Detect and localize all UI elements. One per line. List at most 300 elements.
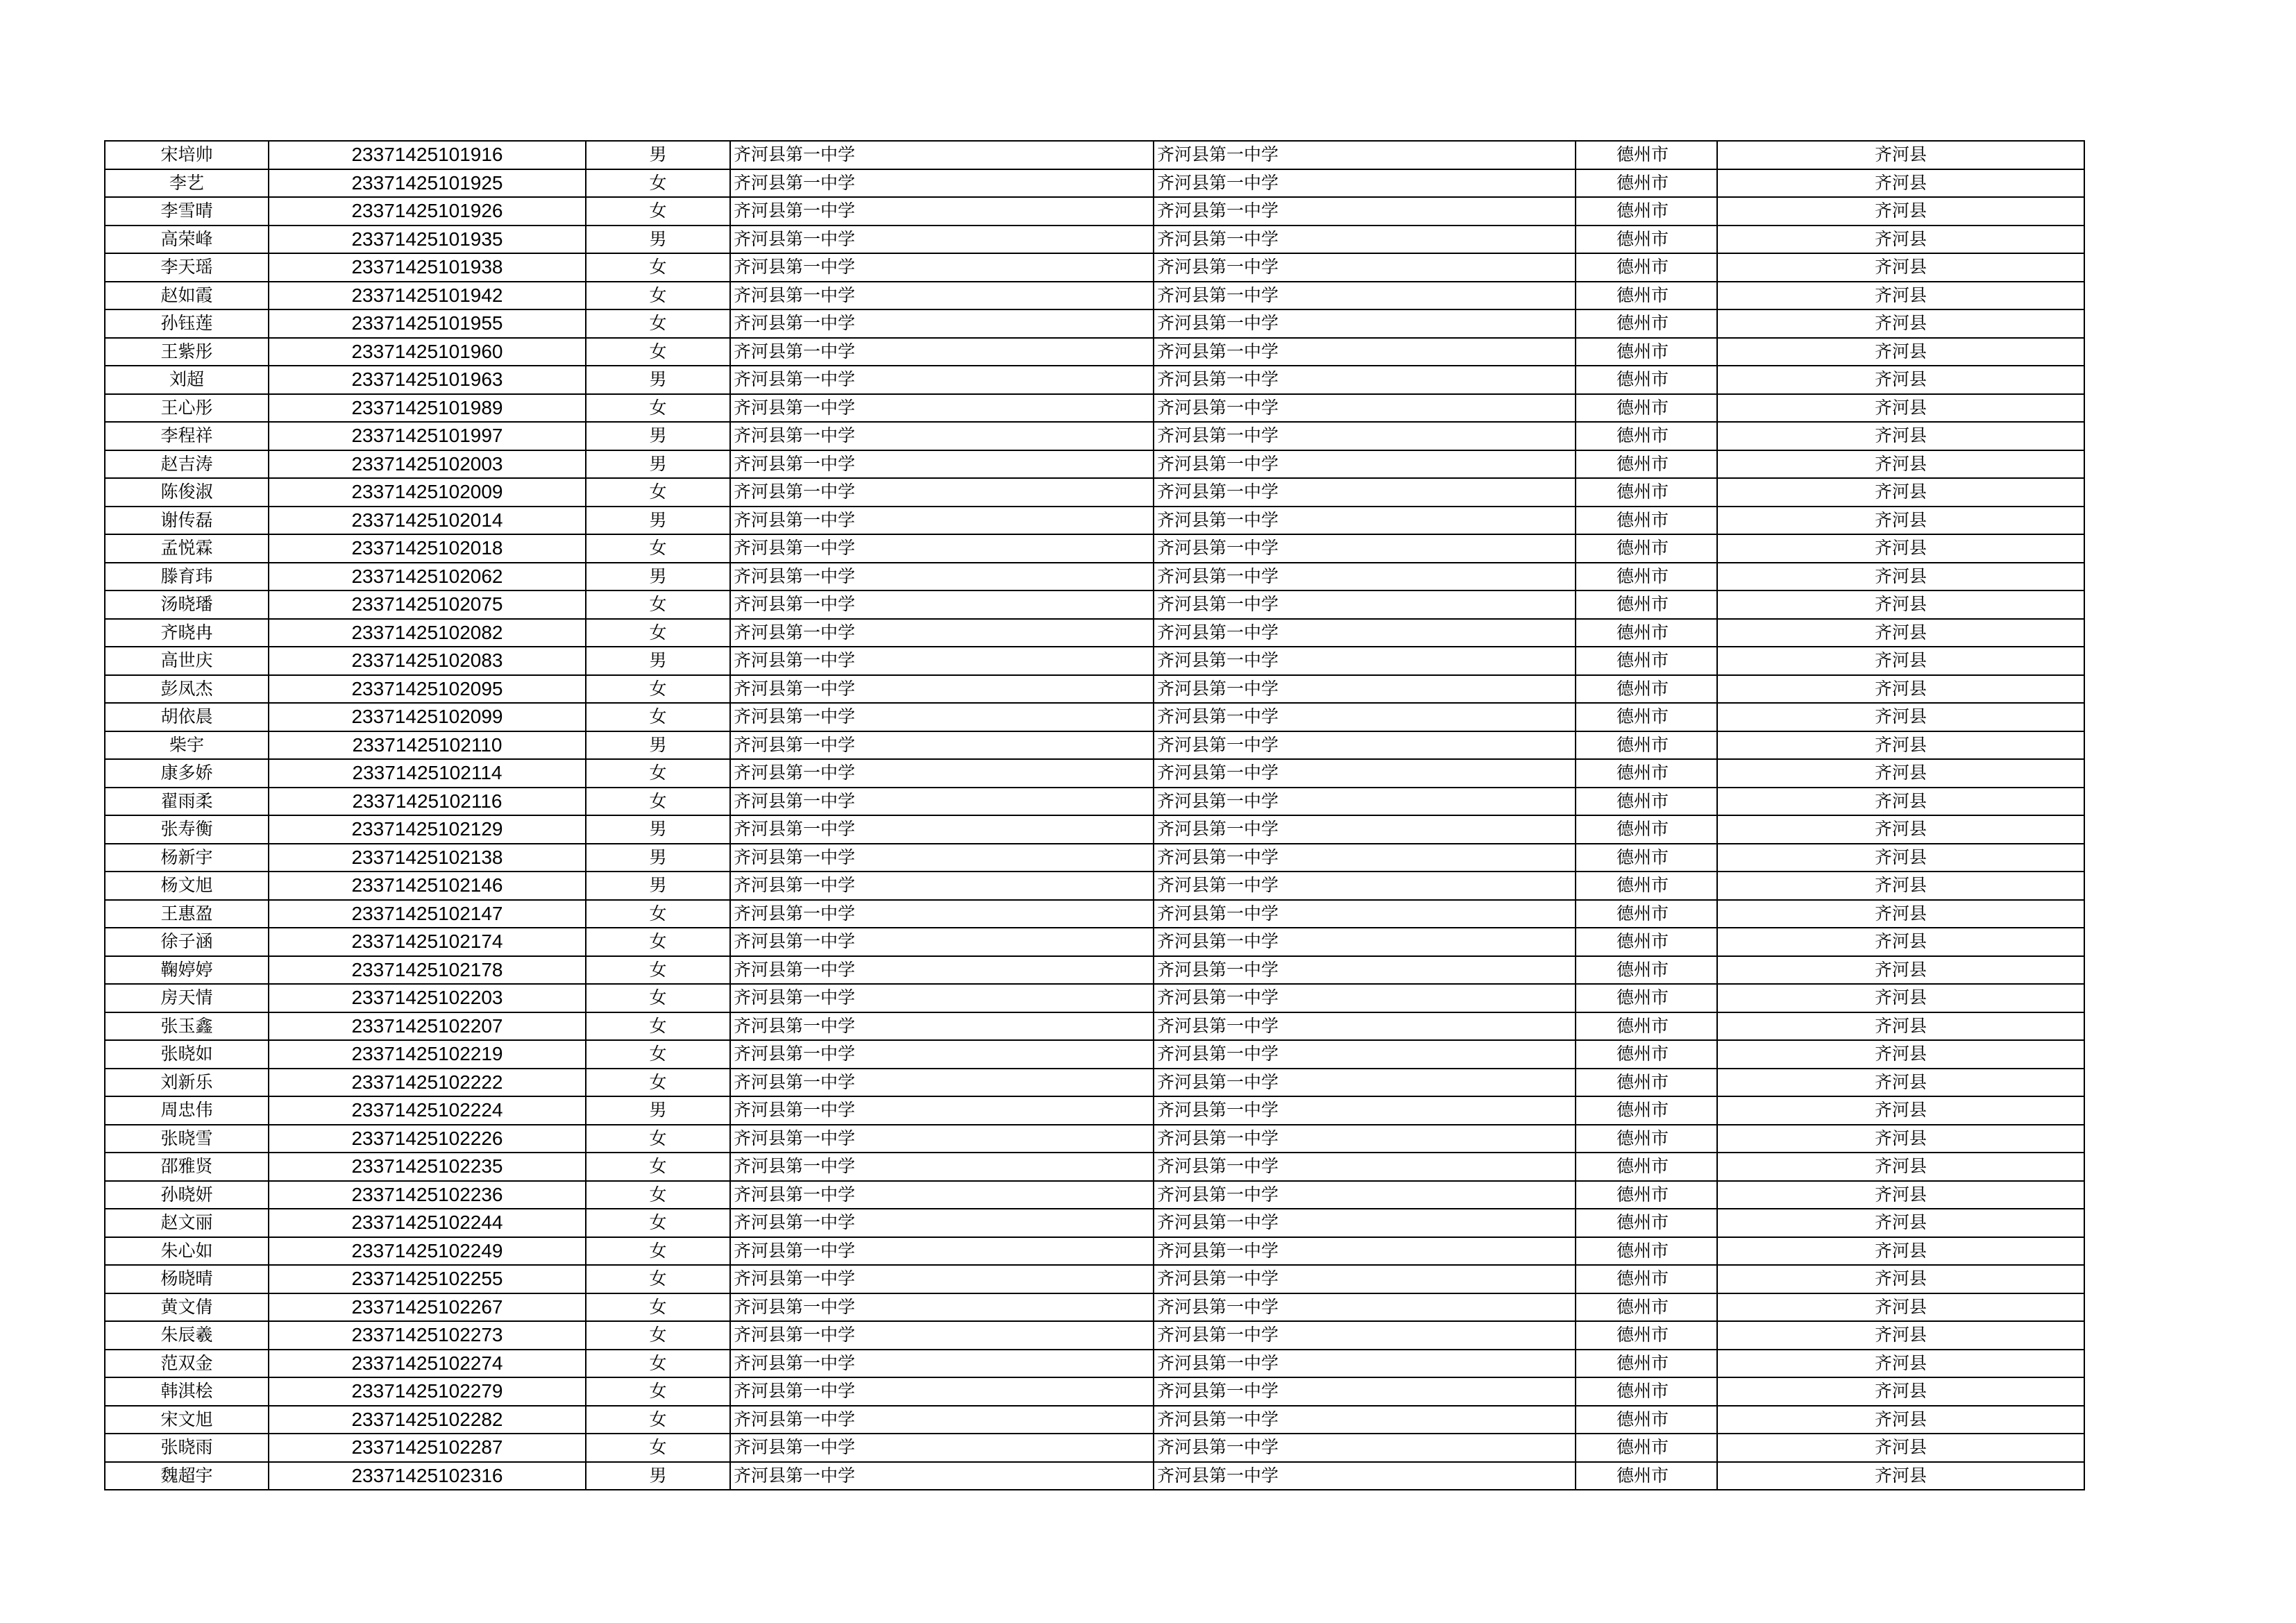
school-cell: 齐河县第一中学 (730, 309, 1154, 338)
county-cell: 齐河县 (1717, 422, 2084, 450)
gender-cell: 男 (586, 872, 730, 900)
county-cell: 齐河县 (1717, 928, 2084, 956)
school-cell: 齐河县第一中学 (730, 338, 1154, 366)
city-cell: 德州市 (1576, 226, 1717, 254)
student-name-cell: 彭凤杰 (105, 675, 269, 704)
table-row (105, 197, 2084, 226)
exam-id-cell: 23371425101938 (269, 253, 586, 282)
student-name-cell: 张晓如 (105, 1040, 269, 1069)
exam-site-cell: 齐河县第一中学 (1154, 1012, 1576, 1041)
exam-site-cell: 齐河县第一中学 (1154, 731, 1576, 760)
exam-id-cell: 23371425101916 (269, 141, 586, 169)
student-name-cell: 高世庆 (105, 647, 269, 675)
city-cell: 德州市 (1576, 900, 1717, 928)
county-cell: 齐河县 (1717, 1350, 2084, 1378)
county-cell: 齐河县 (1717, 1125, 2084, 1153)
table-row (105, 984, 2084, 1012)
gender-cell: 女 (586, 788, 730, 816)
exam-site-cell: 齐河县第一中学 (1154, 253, 1576, 282)
exam-site-cell: 齐河县第一中学 (1154, 338, 1576, 366)
school-cell: 齐河县第一中学 (730, 731, 1154, 760)
city-cell: 德州市 (1576, 478, 1717, 507)
county-cell: 齐河县 (1717, 1265, 2084, 1293)
exam-id-cell: 23371425102203 (269, 984, 586, 1012)
gender-cell: 女 (586, 1293, 730, 1322)
school-cell: 齐河县第一中学 (730, 1069, 1154, 1097)
exam-site-cell: 齐河县第一中学 (1154, 422, 1576, 450)
exam-id-cell: 23371425101955 (269, 309, 586, 338)
student-name-cell: 朱心如 (105, 1237, 269, 1266)
school-cell: 齐河县第一中学 (730, 1434, 1154, 1462)
exam-id-cell: 23371425102099 (269, 703, 586, 731)
exam-id-cell: 23371425102235 (269, 1153, 586, 1181)
county-cell: 齐河县 (1717, 1069, 2084, 1097)
gender-cell: 男 (586, 563, 730, 591)
exam-id-cell: 23371425102146 (269, 872, 586, 900)
gender-cell: 女 (586, 1406, 730, 1434)
city-cell: 德州市 (1576, 422, 1717, 450)
gender-cell: 女 (586, 590, 730, 619)
exam-id-cell: 23371425102014 (269, 507, 586, 535)
gender-cell: 女 (586, 1153, 730, 1181)
city-cell: 德州市 (1576, 1237, 1717, 1266)
school-cell: 齐河县第一中学 (730, 1350, 1154, 1378)
city-cell: 德州市 (1576, 788, 1717, 816)
gender-cell: 男 (586, 815, 730, 844)
exam-id-cell: 23371425102116 (269, 788, 586, 816)
table-row (105, 900, 2084, 928)
exam-id-cell: 23371425101997 (269, 422, 586, 450)
gender-cell: 女 (586, 984, 730, 1012)
county-cell: 齐河县 (1717, 563, 2084, 591)
exam-id-cell: 23371425102316 (269, 1462, 586, 1490)
exam-id-cell: 23371425102219 (269, 1040, 586, 1069)
city-cell: 德州市 (1576, 647, 1717, 675)
city-cell: 德州市 (1576, 1377, 1717, 1406)
exam-id-cell: 23371425102282 (269, 1406, 586, 1434)
gender-cell: 女 (586, 1321, 730, 1350)
table-row (105, 703, 2084, 731)
gender-cell: 女 (586, 1040, 730, 1069)
gender-cell: 男 (586, 422, 730, 450)
exam-id-cell: 23371425101925 (269, 169, 586, 198)
table-row (105, 1153, 2084, 1181)
city-cell: 德州市 (1576, 1040, 1717, 1069)
table-row (105, 366, 2084, 394)
city-cell: 德州市 (1576, 366, 1717, 394)
exam-site-cell: 齐河县第一中学 (1154, 590, 1576, 619)
school-cell: 齐河县第一中学 (730, 197, 1154, 226)
county-cell: 齐河县 (1717, 141, 2084, 169)
county-cell: 齐河县 (1717, 675, 2084, 704)
exam-id-cell: 23371425102207 (269, 1012, 586, 1041)
exam-site-cell: 齐河县第一中学 (1154, 282, 1576, 310)
student-name-cell: 孟悦霖 (105, 534, 269, 563)
school-cell: 齐河县第一中学 (730, 984, 1154, 1012)
school-cell: 齐河县第一中学 (730, 619, 1154, 647)
table-row (105, 1096, 2084, 1125)
gender-cell: 女 (586, 1209, 730, 1237)
school-cell: 齐河县第一中学 (730, 1293, 1154, 1322)
city-cell: 德州市 (1576, 1181, 1717, 1209)
county-cell: 齐河县 (1717, 253, 2084, 282)
exam-id-cell: 23371425102236 (269, 1181, 586, 1209)
gender-cell: 男 (586, 844, 730, 872)
exam-site-cell: 齐河县第一中学 (1154, 1125, 1576, 1153)
exam-id-cell: 23371425102095 (269, 675, 586, 704)
exam-id-cell: 23371425102138 (269, 844, 586, 872)
table-row (105, 590, 2084, 619)
exam-site-cell: 齐河县第一中学 (1154, 703, 1576, 731)
exam-site-cell: 齐河县第一中学 (1154, 1181, 1576, 1209)
table-row (105, 478, 2084, 507)
exam-id-cell: 23371425102147 (269, 900, 586, 928)
exam-site-cell: 齐河县第一中学 (1154, 844, 1576, 872)
exam-id-cell: 23371425102244 (269, 1209, 586, 1237)
table-row (105, 844, 2084, 872)
gender-cell: 女 (586, 956, 730, 985)
city-cell: 德州市 (1576, 1096, 1717, 1125)
student-name-cell: 汤晓璠 (105, 590, 269, 619)
table-row (105, 338, 2084, 366)
gender-cell: 女 (586, 338, 730, 366)
county-cell: 齐河县 (1717, 1153, 2084, 1181)
exam-id-cell: 23371425101960 (269, 338, 586, 366)
exam-id-cell: 23371425102249 (269, 1237, 586, 1266)
county-cell: 齐河县 (1717, 872, 2084, 900)
exam-id-cell: 23371425101942 (269, 282, 586, 310)
city-cell: 德州市 (1576, 872, 1717, 900)
exam-site-cell: 齐河县第一中学 (1154, 1237, 1576, 1266)
student-name-cell: 邵雅贤 (105, 1153, 269, 1181)
county-cell: 齐河县 (1717, 984, 2084, 1012)
school-cell: 齐河县第一中学 (730, 1462, 1154, 1490)
school-cell: 齐河县第一中学 (730, 534, 1154, 563)
exam-id-cell: 23371425102114 (269, 759, 586, 788)
student-name-cell: 李程祥 (105, 422, 269, 450)
table-row (105, 872, 2084, 900)
school-cell: 齐河县第一中学 (730, 1125, 1154, 1153)
table-row (105, 1181, 2084, 1209)
city-cell: 德州市 (1576, 956, 1717, 985)
student-name-cell: 谢传磊 (105, 507, 269, 535)
school-cell: 齐河县第一中学 (730, 703, 1154, 731)
gender-cell: 男 (586, 226, 730, 254)
exam-site-cell: 齐河县第一中学 (1154, 1406, 1576, 1434)
exam-site-cell: 齐河县第一中学 (1154, 1096, 1576, 1125)
table-row (105, 1265, 2084, 1293)
gender-cell: 女 (586, 619, 730, 647)
gender-cell: 女 (586, 197, 730, 226)
county-cell: 齐河县 (1717, 1462, 2084, 1490)
student-name-cell: 张晓雨 (105, 1434, 269, 1462)
city-cell: 德州市 (1576, 1350, 1717, 1378)
exam-id-cell: 23371425101926 (269, 197, 586, 226)
school-cell: 齐河县第一中学 (730, 1237, 1154, 1266)
table-row (105, 619, 2084, 647)
county-cell: 齐河县 (1717, 197, 2084, 226)
exam-id-cell: 23371425102273 (269, 1321, 586, 1350)
exam-id-cell: 23371425102110 (269, 731, 586, 760)
table-row (105, 309, 2084, 338)
student-name-cell: 刘超 (105, 366, 269, 394)
gender-cell: 女 (586, 1377, 730, 1406)
county-cell: 齐河县 (1717, 366, 2084, 394)
city-cell: 德州市 (1576, 731, 1717, 760)
exam-id-cell: 23371425102003 (269, 450, 586, 479)
exam-site-cell: 齐河县第一中学 (1154, 534, 1576, 563)
student-name-cell: 张晓雪 (105, 1125, 269, 1153)
gender-cell: 女 (586, 1237, 730, 1266)
school-cell: 齐河县第一中学 (730, 366, 1154, 394)
student-name-cell: 宋文旭 (105, 1406, 269, 1434)
exam-site-cell: 齐河县第一中学 (1154, 1153, 1576, 1181)
county-cell: 齐河县 (1717, 619, 2084, 647)
student-name-cell: 杨文旭 (105, 872, 269, 900)
table-row (105, 1377, 2084, 1406)
county-cell: 齐河县 (1717, 956, 2084, 985)
school-cell: 齐河县第一中学 (730, 1406, 1154, 1434)
table-row (105, 563, 2084, 591)
table-row (105, 956, 2084, 985)
city-cell: 德州市 (1576, 169, 1717, 198)
exam-id-cell: 23371425102226 (269, 1125, 586, 1153)
table-row (105, 788, 2084, 816)
table-row (105, 928, 2084, 956)
student-name-cell: 赵如霞 (105, 282, 269, 310)
student-name-cell: 王心彤 (105, 394, 269, 423)
county-cell: 齐河县 (1717, 815, 2084, 844)
student-name-cell: 王惠盈 (105, 900, 269, 928)
city-cell: 德州市 (1576, 1406, 1717, 1434)
table-row (105, 253, 2084, 282)
city-cell: 德州市 (1576, 563, 1717, 591)
school-cell: 齐河县第一中学 (730, 282, 1154, 310)
city-cell: 德州市 (1576, 1434, 1717, 1462)
gender-cell: 女 (586, 1434, 730, 1462)
student-name-cell: 宋培帅 (105, 141, 269, 169)
gender-cell: 女 (586, 1265, 730, 1293)
exam-id-cell: 23371425102274 (269, 1350, 586, 1378)
student-name-cell: 孙晓妍 (105, 1181, 269, 1209)
county-cell: 齐河县 (1717, 1209, 2084, 1237)
county-cell: 齐河县 (1717, 703, 2084, 731)
exam-site-cell: 齐河县第一中学 (1154, 759, 1576, 788)
exam-site-cell: 齐河县第一中学 (1154, 619, 1576, 647)
city-cell: 德州市 (1576, 450, 1717, 479)
gender-cell: 男 (586, 450, 730, 479)
city-cell: 德州市 (1576, 1125, 1717, 1153)
school-cell: 齐河县第一中学 (730, 956, 1154, 985)
exam-id-cell: 23371425102062 (269, 563, 586, 591)
city-cell: 德州市 (1576, 338, 1717, 366)
exam-site-cell: 齐河县第一中学 (1154, 1040, 1576, 1069)
city-cell: 德州市 (1576, 1069, 1717, 1097)
exam-id-cell: 23371425102083 (269, 647, 586, 675)
exam-site-cell: 齐河县第一中学 (1154, 815, 1576, 844)
gender-cell: 女 (586, 169, 730, 198)
table-row (105, 731, 2084, 760)
student-name-cell: 李天瑶 (105, 253, 269, 282)
county-cell: 齐河县 (1717, 590, 2084, 619)
gender-cell: 男 (586, 1462, 730, 1490)
student-name-cell: 黄文倩 (105, 1293, 269, 1322)
city-cell: 德州市 (1576, 928, 1717, 956)
city-cell: 德州市 (1576, 253, 1717, 282)
city-cell: 德州市 (1576, 815, 1717, 844)
city-cell: 德州市 (1576, 197, 1717, 226)
school-cell: 齐河县第一中学 (730, 844, 1154, 872)
county-cell: 齐河县 (1717, 450, 2084, 479)
county-cell: 齐河县 (1717, 394, 2084, 423)
city-cell: 德州市 (1576, 1462, 1717, 1490)
school-cell: 齐河县第一中学 (730, 900, 1154, 928)
table-row (105, 141, 2084, 169)
county-cell: 齐河县 (1717, 900, 2084, 928)
table-row (105, 534, 2084, 563)
student-name-cell: 刘新乐 (105, 1069, 269, 1097)
county-cell: 齐河县 (1717, 1096, 2084, 1125)
gender-cell: 女 (586, 1012, 730, 1041)
county-cell: 齐河县 (1717, 731, 2084, 760)
gender-cell: 女 (586, 1350, 730, 1378)
exam-id-cell: 23371425102075 (269, 590, 586, 619)
exam-site-cell: 齐河县第一中学 (1154, 872, 1576, 900)
exam-site-cell: 齐河县第一中学 (1154, 647, 1576, 675)
exam-site-cell: 齐河县第一中学 (1154, 956, 1576, 985)
student-name-cell: 康多娇 (105, 759, 269, 788)
county-cell: 齐河县 (1717, 478, 2084, 507)
school-cell: 齐河县第一中学 (730, 1181, 1154, 1209)
gender-cell: 女 (586, 309, 730, 338)
exam-site-cell: 齐河县第一中学 (1154, 197, 1576, 226)
table-row (105, 282, 2084, 310)
exam-id-cell: 23371425102267 (269, 1293, 586, 1322)
school-cell: 齐河县第一中学 (730, 647, 1154, 675)
table-row (105, 1293, 2084, 1322)
school-cell: 齐河县第一中学 (730, 169, 1154, 198)
student-name-cell: 柴宇 (105, 731, 269, 760)
table-row (105, 1434, 2084, 1462)
exam-id-cell: 23371425102009 (269, 478, 586, 507)
student-name-cell: 王紫彤 (105, 338, 269, 366)
school-cell: 齐河县第一中学 (730, 1012, 1154, 1041)
county-cell: 齐河县 (1717, 759, 2084, 788)
student-name-cell: 翟雨柔 (105, 788, 269, 816)
student-name-cell: 张寿衡 (105, 815, 269, 844)
student-name-cell: 胡依晨 (105, 703, 269, 731)
city-cell: 德州市 (1576, 759, 1717, 788)
table-row (105, 675, 2084, 704)
county-cell: 齐河县 (1717, 226, 2084, 254)
exam-site-cell: 齐河县第一中学 (1154, 1069, 1576, 1097)
city-cell: 德州市 (1576, 675, 1717, 704)
school-cell: 齐河县第一中学 (730, 253, 1154, 282)
exam-site-cell: 齐河县第一中学 (1154, 675, 1576, 704)
school-cell: 齐河县第一中学 (730, 872, 1154, 900)
table-row (105, 1040, 2084, 1069)
school-cell: 齐河县第一中学 (730, 928, 1154, 956)
city-cell: 德州市 (1576, 507, 1717, 535)
county-cell: 齐河县 (1717, 282, 2084, 310)
table-row (105, 1462, 2084, 1490)
gender-cell: 女 (586, 675, 730, 704)
exam-id-cell: 23371425101989 (269, 394, 586, 423)
gender-cell: 女 (586, 900, 730, 928)
school-cell: 齐河县第一中学 (730, 788, 1154, 816)
student-name-cell: 赵文丽 (105, 1209, 269, 1237)
exam-site-cell: 齐河县第一中学 (1154, 1321, 1576, 1350)
student-name-cell: 张玉鑫 (105, 1012, 269, 1041)
exam-site-cell: 齐河县第一中学 (1154, 169, 1576, 198)
student-name-cell: 滕育玮 (105, 563, 269, 591)
city-cell: 德州市 (1576, 534, 1717, 563)
table-row (105, 647, 2084, 675)
county-cell: 齐河县 (1717, 507, 2084, 535)
student-name-cell: 韩淇桧 (105, 1377, 269, 1406)
exam-id-cell: 23371425102082 (269, 619, 586, 647)
county-cell: 齐河县 (1717, 1040, 2084, 1069)
gender-cell: 女 (586, 253, 730, 282)
exam-id-cell: 23371425102018 (269, 534, 586, 563)
city-cell: 德州市 (1576, 1293, 1717, 1322)
school-cell: 齐河县第一中学 (730, 1209, 1154, 1237)
student-name-cell: 孙钰莲 (105, 309, 269, 338)
student-name-cell: 李艺 (105, 169, 269, 198)
exam-id-cell: 23371425102224 (269, 1096, 586, 1125)
table-row (105, 1237, 2084, 1266)
county-cell: 齐河县 (1717, 534, 2084, 563)
exam-id-cell: 23371425102287 (269, 1434, 586, 1462)
county-cell: 齐河县 (1717, 844, 2084, 872)
exam-id-cell: 23371425101963 (269, 366, 586, 394)
city-cell: 德州市 (1576, 1321, 1717, 1350)
gender-cell: 男 (586, 647, 730, 675)
table-row (105, 1069, 2084, 1097)
county-cell: 齐河县 (1717, 1434, 2084, 1462)
exam-site-cell: 齐河县第一中学 (1154, 478, 1576, 507)
city-cell: 德州市 (1576, 394, 1717, 423)
student-name-cell: 周忠伟 (105, 1096, 269, 1125)
gender-cell: 女 (586, 1125, 730, 1153)
city-cell: 德州市 (1576, 984, 1717, 1012)
student-name-cell: 李雪晴 (105, 197, 269, 226)
school-cell: 齐河县第一中学 (730, 141, 1154, 169)
exam-site-cell: 齐河县第一中学 (1154, 1209, 1576, 1237)
student-name-cell: 范双金 (105, 1350, 269, 1378)
student-name-cell: 赵吉涛 (105, 450, 269, 479)
county-cell: 齐河县 (1717, 1181, 2084, 1209)
student-name-cell: 齐晓冉 (105, 619, 269, 647)
school-cell: 齐河县第一中学 (730, 1096, 1154, 1125)
school-cell: 齐河县第一中学 (730, 226, 1154, 254)
city-cell: 德州市 (1576, 1265, 1717, 1293)
school-cell: 齐河县第一中学 (730, 759, 1154, 788)
student-name-cell: 高荣峰 (105, 226, 269, 254)
exam-site-cell: 齐河县第一中学 (1154, 1265, 1576, 1293)
gender-cell: 女 (586, 759, 730, 788)
table-row (105, 169, 2084, 198)
exam-site-cell: 齐河县第一中学 (1154, 984, 1576, 1012)
county-cell: 齐河县 (1717, 788, 2084, 816)
school-cell: 齐河县第一中学 (730, 563, 1154, 591)
city-cell: 德州市 (1576, 141, 1717, 169)
gender-cell: 女 (586, 1181, 730, 1209)
student-name-cell: 魏超宇 (105, 1462, 269, 1490)
county-cell: 齐河县 (1717, 647, 2084, 675)
county-cell: 齐河县 (1717, 169, 2084, 198)
exam-id-cell: 23371425102222 (269, 1069, 586, 1097)
